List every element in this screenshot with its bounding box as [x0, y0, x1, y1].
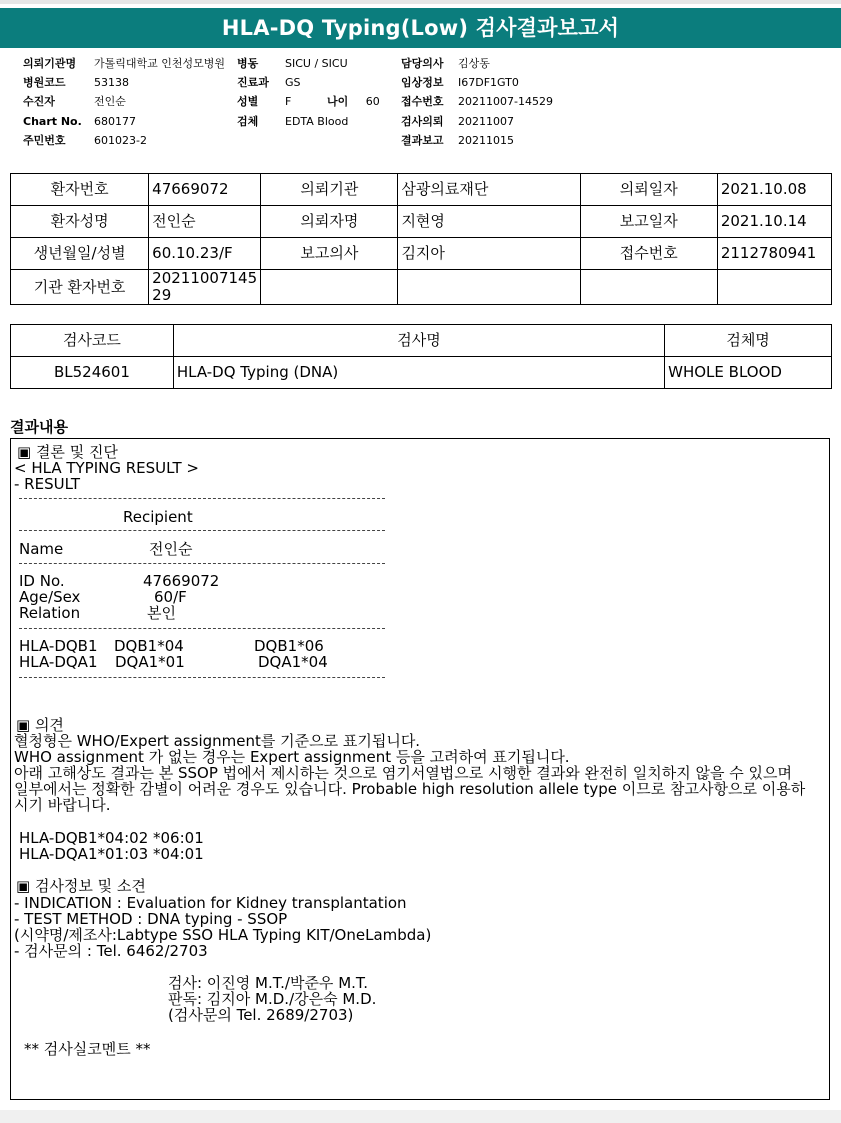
info-line: - 검사문의 : Tel. 6462/2703: [14, 942, 208, 960]
test-code: BL524601: [11, 357, 174, 389]
patient-table-row: [11, 270, 832, 305]
specimen-header: 검체명: [665, 325, 832, 357]
info-line: - INDICATION : Evaluation for Kidney transplantation: [14, 894, 407, 912]
header-field-value: 20211007-14529: [458, 95, 553, 108]
header-field-label: 담당의사: [401, 57, 444, 70]
test-name-header: 검사명: [173, 325, 664, 357]
header-field-label: 진료과: [237, 76, 269, 89]
test-code-header: 검사코드: [11, 325, 174, 357]
header-field-value: GS: [285, 76, 301, 89]
sign-line: 검사: 이진영 M.T./박준우 M.T.: [168, 974, 369, 992]
patient-table-value: 2021.10.14: [717, 206, 831, 238]
id-value: 47669072: [143, 572, 220, 590]
header-field-label: 병동: [237, 57, 259, 70]
header-field-label: 접수번호: [401, 95, 444, 108]
patient-table-label: 보고의사: [261, 238, 398, 270]
patient-table-row: [11, 174, 832, 206]
test-table-row: [11, 357, 832, 389]
header-field: [23, 134, 147, 148]
name-label: Name: [19, 540, 64, 558]
signature-block: [168, 975, 376, 1023]
divider: [19, 677, 385, 678]
name-value: 전인순: [149, 540, 193, 558]
patient-table-value: 삼광의료재단: [398, 174, 580, 206]
recipient-label: Recipient: [123, 508, 193, 526]
dqb1-allele-2: DQB1*06: [254, 637, 324, 655]
patient-table-value: 지현영: [398, 206, 580, 238]
patient-table-label: 환자번호: [11, 174, 149, 206]
patient-table-label: 의뢰자명: [261, 206, 398, 238]
high-res-dqa1: HLA-DQA1*01:03 *04:01: [19, 845, 204, 863]
header-field-label: 주민번호: [23, 134, 66, 147]
result-label: - RESULT: [14, 475, 81, 493]
result-box: [10, 438, 830, 1100]
info-text: [14, 895, 431, 959]
header-field: [237, 76, 301, 90]
divider: [19, 563, 385, 564]
patient-table-label: 접수번호: [580, 238, 717, 270]
header-field-value: 20211007: [458, 115, 514, 128]
dqa1-allele-2: DQA1*04: [258, 653, 328, 671]
divider: [19, 530, 385, 531]
patient-table-label: 의뢰기관: [261, 174, 398, 206]
opinion-line: WHO assignment 가 없는 경우는 Expert assignment 등을 고려하여 표기됩니다.: [14, 748, 570, 766]
header-field-value: SICU / SICU: [285, 57, 348, 70]
divider: [19, 498, 385, 499]
result-section-title: 결과내용: [10, 418, 68, 436]
patient-table-value: 60.10.23/F: [149, 238, 261, 270]
patient-table-value: 전인순: [149, 206, 261, 238]
header-field: [237, 115, 349, 129]
sign-line: (검사문의 Tel. 2689/2703): [168, 1006, 354, 1024]
header-field: [237, 95, 292, 109]
info-line: (시약명/제조사:Labtype SSO HLA Typing KIT/OneLambda): [14, 926, 432, 944]
opinion-line: 시기 바랍니다.: [14, 796, 111, 814]
relation-value: 본인: [147, 604, 176, 622]
age-sex-label: Age/Sex: [19, 588, 81, 606]
info-line: - TEST METHOD : DNA typing - SSOP: [14, 910, 288, 928]
conclusion-heading: ▣ 결론 및 진단: [17, 443, 118, 461]
opinion-line: 아래 고해상도 결과는 본 SSOP 법에서 제시하는 것으로 염기서열법으로 시행한 결과와 완전히 일치하지 않을 수 있으며: [14, 764, 792, 782]
test-name: HLA-DQ Typing (DNA): [173, 357, 664, 389]
patient-table-value: 2112780941: [717, 238, 831, 270]
patient-table-label: [580, 270, 717, 305]
header-field-value: 680177: [94, 115, 136, 128]
header-field: [401, 95, 553, 109]
dqa1-allele-1: DQA1*01: [115, 653, 185, 671]
opinion-line: 혈청형은 WHO/Expert assignment를 기준으로 표기됩니다.: [14, 732, 421, 750]
header-field-value: 53138: [94, 76, 129, 89]
header-age: [327, 95, 380, 109]
opinion-line: 일부에서는 정확한 감별이 어려운 경우도 있습니다. Probable high resolution allele type 이므로 참고사항으로 이용하: [14, 780, 806, 798]
dqb1-label: HLA-DQB1: [19, 637, 98, 655]
header-field-value: I67DF1GT0: [458, 76, 519, 89]
patient-table-row: [11, 206, 832, 238]
patient-table-value: 2021.10.08: [717, 174, 831, 206]
header-field: [23, 95, 126, 109]
header-field-value: EDTA Blood: [285, 115, 349, 128]
dqa1-label: HLA-DQA1: [19, 653, 98, 671]
top-border: [0, 0, 841, 4]
header-field: [401, 115, 514, 129]
info-heading: ▣ 검사정보 및 소견: [16, 877, 146, 895]
header-field-value: 601023-2: [94, 134, 147, 147]
report-title: HLA-DQ Typing(Low) 검사결과보고서: [0, 8, 841, 48]
opinion-heading: ▣ 의견: [16, 716, 64, 734]
patient-table-value: 20211007145 29: [149, 270, 261, 305]
header-field-label: Chart No.: [23, 115, 82, 128]
divider: [19, 628, 385, 629]
header-field-label: 결과보고: [401, 134, 444, 147]
typing-result-title: < HLA TYPING RESULT >: [14, 459, 199, 477]
patient-table-label: 생년월일/성별: [11, 238, 149, 270]
header-field-label: 검체: [237, 115, 259, 128]
patient-table-label: 의뢰일자: [580, 174, 717, 206]
header-field-value: F: [285, 95, 292, 108]
header-field-label: 병원코드: [23, 76, 66, 89]
header-field: [401, 76, 519, 90]
header-field-label: 성별: [237, 95, 259, 108]
patient-table-label: 보고일자: [580, 206, 717, 238]
header-field-label: 수진자: [23, 95, 55, 108]
test-table-header-row: [11, 325, 832, 357]
header-field-label: 임상정보: [401, 76, 444, 89]
patient-table-value: 김지아: [398, 238, 580, 270]
header-field-value: 김상동: [458, 57, 490, 70]
header-field: [401, 57, 490, 71]
patient-info-table: [10, 173, 832, 305]
header-field-value: 20211015: [458, 134, 514, 147]
specimen-name: WHOLE BLOOD: [665, 357, 832, 389]
patient-table-value: 47669072: [149, 174, 261, 206]
header-field: [23, 115, 136, 129]
opinion-text: [14, 733, 805, 813]
id-label: ID No.: [19, 572, 65, 590]
sign-line: 판독: 김지아 M.D./강은숙 M.D.: [168, 990, 377, 1008]
dqb1-allele-1: DQB1*04: [114, 637, 184, 655]
header-field: [23, 76, 129, 90]
age-sex-value: 60/F: [154, 588, 187, 606]
patient-table-label: 기관 환자번호: [11, 270, 149, 305]
header-age-value: 60: [365, 95, 380, 108]
header-field-label: 검사의뢰: [401, 115, 444, 128]
patient-table-row: [11, 238, 832, 270]
header-field-label: 의뢰기관명: [23, 57, 77, 70]
header-field: [401, 134, 514, 148]
header-field-value: 전인순: [94, 95, 126, 108]
patient-table-label: [261, 270, 398, 305]
relation-label: Relation: [19, 604, 81, 622]
high-res-dqb1: HLA-DQB1*04:02 *06:01: [19, 829, 204, 847]
lab-comment: ** 검사실코멘트 **: [24, 1040, 151, 1058]
header-field-value: 가톨릭대학교 인천성모병원: [94, 57, 226, 70]
header-field: [23, 57, 226, 71]
patient-table-value: [398, 270, 580, 305]
patient-table-value: [717, 270, 831, 305]
test-info-table: [10, 324, 832, 389]
patient-table-label: 환자성명: [11, 206, 149, 238]
header-age-label: 나이: [327, 95, 349, 108]
header-field: [237, 57, 348, 71]
